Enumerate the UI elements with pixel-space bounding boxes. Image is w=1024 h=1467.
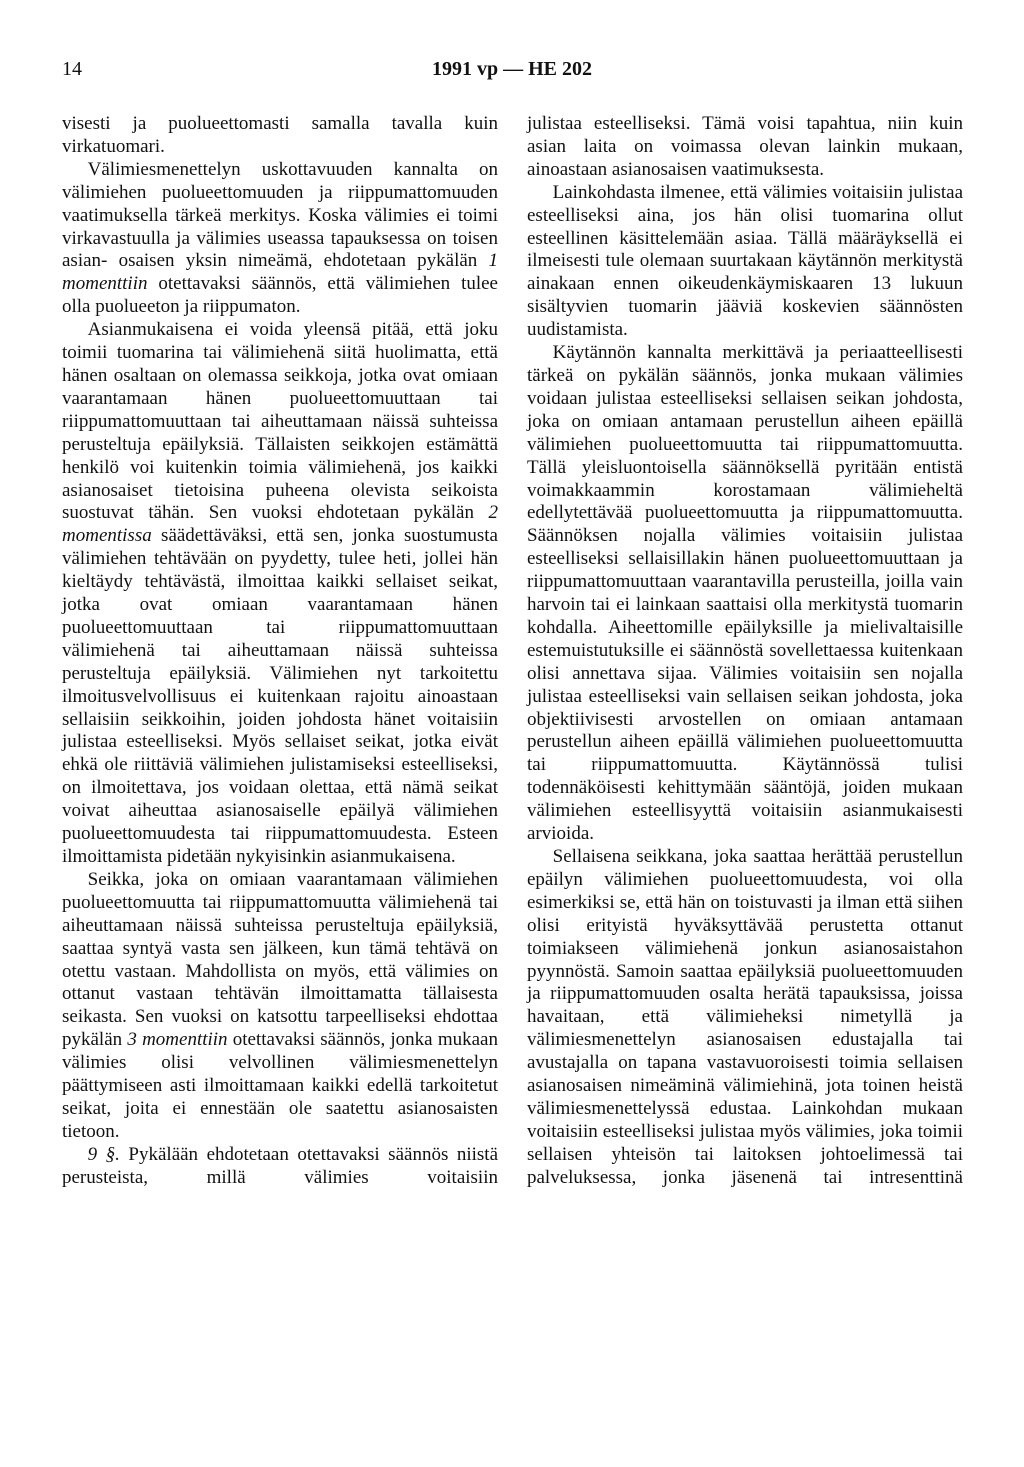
paragraph-credibility: Välimiesmenettelyn uskottavuuden kannalta on välimiehen puolueettomuuden ja riippumattomuuden vaatimuksella tärkeä merkitys. Koska välimies ei toimi virkavastuulla ja välimies useassa tapauksessa on toisen asian- osaisen yksin nimeämä, ehdotetaan pykälän 1 momenttiin otettavaksi säännös, että välimiehen tulee olla puolueeton ja riippumaton.	[62, 158, 498, 318]
paragraph-continuation-right: julistaa esteelliseksi. Tämä voisi tapahtua, niin kuin asian laita on voimassa olevan lainkin mukaan, ainoastaan asianosaisen vaatimuksesta.	[527, 113, 963, 180]
paragraph-examples: Sellaisena seikkana, joka saattaa herättää perustellun epäilyn välimiehen puolueettomuudesta, voi olla esimerkiksi se, että hän on toistuvasti ja ilman että siihen olisi erityistä hyväksyttävää perustetta ottanut toimiakseen välimiehenä jonkun asianosaistahon pyynnöstä. Samoin saattaa epäilyksiä puolueettomuuden ja riippumattomuuden osalta herätä tapauksissa, joissa havaitaan, että välimieheksi nimetyllä ja välimiesmenettelyn asianosaisen edustajalla tai avustajalla on tapana vastavuoroisesti toimia sellaisen asianosaisen nimeäminä välimiehinä, jota toinen heistä välimiesmenettelyssä edustaa. Lainkohdan mukaan voitaisiin esteelliseksi julistaa myös välimies, joka toimii sellaisen yhteisön tai laitoksen johtoelimessä tai palveluksessa, jonka jäsenenä tai intresenttinä	[527, 846, 963, 1188]
paragraph-practical-significance: Käytännön kannalta merkittävä ja periaatteellisesti tärkeä on pykälän säännös, jonka mukaan välimies voidaan julistaa esteelliseksi sellaisen seikan johdosta, joka on omiaan antamaan perustellun aiheen epäillä välimiehen puolueettomuutta tai riippumattomuutta. Tällä yleisluontoisella säännöksellä pyritään entistä voimakkaammin korostamaan välimieheltä edellytettävää puolueettomuutta ja riippumattomuutta. Säännöksen nojalla välimies voitaisiin julistaa esteelliseksi sellaisillakin hänen puolueettomuuttaan ja riippumattomuuttaan vaarantavilla perusteilla, joilla vain harvoin tai ei lainkaan saattaisi olla merkitystä tuomarin kohdalla. Aiheettomille epäilyksille ja mielivaltaisille estemuistutuksille ei säännöstä sovellettaessa kuitenkaan olisi annettava sijaa. Välimies voitaisiin sen nojalla julistaa esteelliseksi vain sellaisen seikan johdosta, joka objektiivisesti arvostellen on omiaan antamaan perustellun aiheen epäillä välimiehen puolueettomuutta tai riippumattomuutta. Käytännössä tulisi todennäköisesti kehittymään sääntöjä, joiden mukaan välimiehen esteellisyyttä voitaisiin asianmukaisesti arvioida.	[527, 342, 963, 845]
paragraph-section-9: 9 §. Pykälään ehdotetaan otettavaksi säännös niistä perusteista, millä välimies voitaisiin	[62, 1143, 499, 1188]
paragraph-continuation: visesti ja puolueettomasti samalla tavalla kuin virkatuomari.	[62, 113, 498, 157]
section-9-heading: 9 §.	[87, 1143, 120, 1165]
left-column	[62, 113, 498, 1190]
paragraph-disclosure: Asianmukaisena ei voida yleensä pitää, että joku toimii tuomarina tai välimiehenä siitä huolimatta, että hänen osaltaan on olemassa seikkoja, jotka ovat omiaan vaarantamaan hänen puolueettomuuttaan tai riippumattomuuttaan tai aiheuttamaan näissä suhteissa perusteltuja epäilyksiä. Tällaisten seikkojen estämättä henkilö voi kuitenkin toimia välimiehenä, jos kaikki asianosaiset tietoisina puheena olevista seikoista suostuvat tähän. Sen vuoksi ehdotetaan pykälän 2 momentissa säädettäväksi, että sen, jonka suostumusta välimiehen tehtävään on pyydetty, tulee heti, jollei hän kieltäydy tehtävästä, ilmoittaa kaikki sellaiset seikat, jotka ovat omiaan vaarantamaan hänen puolueettomuuttaan tai riippumattomuuttaan välimiehenä tai aiheuttamaan näissä suhteissa perusteltuja epäilyksiä. Välimiehen nyt tarkoitettu ilmoitusvelvollisuus ei kuitenkaan rajoitu ainoastaan sellaisiin seikkoihin, joiden johdosta hänet voitaisiin julistaa esteelliseksi. Myös sellaiset seikat, jotka eivät ehkä ole riittäviä välimiehen julistamiseksi esteelliseksi, on ilmoitettava, jos voidaan olettaa, että nämä seikat voivat aiheuttaa asianosaiselle epäilyä välimiehen puolueettomuudesta tai riippumattomuudesta. Esteen ilmoittamista pidetään nykyisinkin asianmukaisena.	[62, 319, 498, 867]
right-column	[527, 113, 963, 1190]
page-number: 14	[62, 58, 82, 80]
running-header	[62, 58, 962, 88]
document-title: 1991 vp — HE 202	[431, 58, 593, 80]
reference-moment-3: 3 momenttiin	[127, 1029, 228, 1051]
reference-moment-1: 1 momenttiin	[62, 250, 498, 295]
paragraph-judge-disqualification: Lainkohdasta ilmenee, että välimies voitaisiin julistaa esteelliseksi aina, jos hän olisi tuomarina ollut esteellinen käsittelemään asiaa. Tällä määräyksellä ei ilmeisesti tule olemaan suurtakaan käytännön merkitystä ainakaan ennen oikeudenkäymiskaaren 13 lukuun sisältyvien tuomarin jääviä koskevien säännösten uudistamista.	[527, 181, 963, 341]
paragraph-later-circumstance: Seikka, joka on omiaan vaarantamaan välimiehen puolueettomuutta tai riippumattomuutta välimiehenä tai aiheuttamaan näissä suhteissa perusteltuja epäilyksiä, saattaa syntyä vasta sen jälkeen, kun tämä tehtävä on otettu vastaan. Mahdollista on myös, että välimies on ottanut vastaan tehtävän ilmoittamatta tällaisesta seikasta. Sen vuoksi on katsottu tarpeelliseksi ehdottaa pykälän 3 momenttiin otettavaksi säännös, jonka mukaan välimies olisi velvollinen välimiesmenettelyn päättymiseen asti ilmoittamaan kaikki edellä tarkoitetut seikat, joita ei ennestään ole saatettu asianosaisten tietoon.	[62, 868, 498, 1142]
reference-moment-2: 2 momentissa	[62, 502, 498, 547]
